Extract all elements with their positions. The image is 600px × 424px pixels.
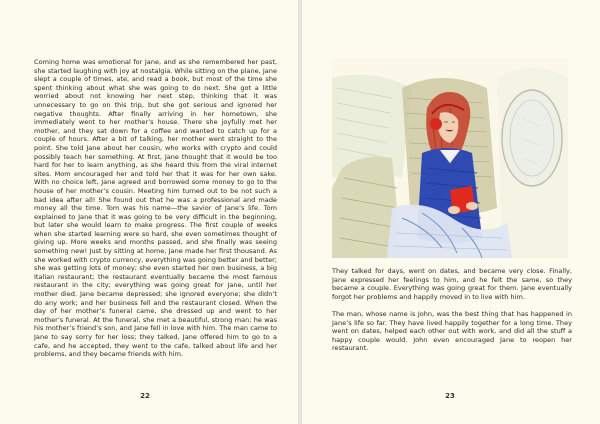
- left-page-body-text: Coming home was emotional for Jane, and as she remembered her past, she started laughing with joy at nostalgia. While sitting on the plane, Jane slept a couple of times, ate, and read a book, but most of the time she spent thinking about what she was going to do next. She got a little worried about not knowing her next step, thinking that it was unnecessary to go on this trip, but she got serious and ignored her negative thoughts. After finally arriving in her hometown, she immediately went to her mother’s house. There she joyfully met her mother, and they sat down for a coffee and wanted to catch up for a couple of hours. After a bit of talking, her mother went straight to the point. She told Jane about her cousin, who works with crypto and could possibly teach her something. At first, Jane thought that it would be too hard for her to learn anything, as she heard this from the viral internet sites. Mom encouraged her and told her that it was for her own sake. With no choice left, Jane agreed and borrowed some money to go to the house of her mother’s cousin. Meeting him turned out to be not such a bad idea after all! She found out that he was a professional and made money all the time. Tom was his name—the savior of Jane’s life. Tom explained to Jane that it was going to be very difficult in the beginning, but later she would learn to make progress. The first couple of weeks when she started learning were so hard, she even sometimes thought of giving up. More weeks and months passed, and she finally was seeing something new! Just by sitting at home, Jane made her first thousand. As she worked with crypto currency, everything was going better and better; she was getting lots of money; she even started her own business, a big Italian restaurant; the restaurant eventually became the most famous restaurant in the city; everything was going great for Jane, until her mother died. Jane became depressed; she ignored everyone; she didn’t do any work; and her business fell and the restaurant closed. When the day of her mother’s funeral came, she dressed up and went to her mother’s funeral. At the funeral, she met a beautiful, strong man; he was his mother’s friend’s son, and Jane fell in love with him. The man came to Jane to say sorry for her loss; they talked, Jane offered him to go to a cafe, and he accepted, they went to the cafe, talked about life and her problems, and they became friends with him.: [34, 58, 277, 359]
- left-page: [0, 0, 298, 424]
- right-page-number: 23: [445, 392, 455, 400]
- right-page-paragraph-1: They talked for days, went on dates, and became very close. Finally, Jane expressed her feelings to him, and he felt the same, so they became a couple. Everything was going great for them. Jane eventually forgot her problems and happily moved in to live with him.: [332, 267, 572, 301]
- right-page: [302, 0, 600, 424]
- left-page-number: 22: [140, 392, 150, 400]
- airplane-passenger-illustration-icon: [332, 58, 568, 258]
- right-page-paragraph-2: The man, whose name is John, was the best thing that has happened in Jane’s life so far. They have lived happily together for a long time. They went on dates, helped each other out with work, and did all the stuff a happy couple would. John even encouraged Jane to reopen her restaurant.: [332, 310, 572, 353]
